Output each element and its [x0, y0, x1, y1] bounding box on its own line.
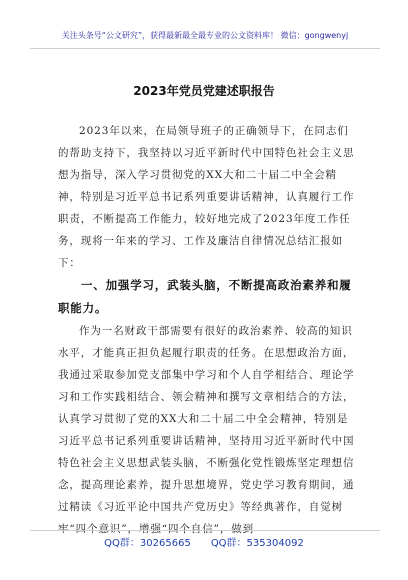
footer-contact [0, 534, 408, 549]
qq-group-1: QQ群：30265665 [104, 538, 191, 549]
header-divider [30, 48, 380, 49]
body-paragraph: 作为一名财政干部需要有很好的政治素养、较高的知识水平，才能真正担负起履行职责的任务。在思想政治方面，我通过采取参加党支部集中学习和个人自学相结合、理论学习和工作实践相结合、领会精神和撰写文章相结合的方法，认真学习贯彻了党的XX大和二十届二中全会精神，特别是习近平总书记系列重要讲话精神，坚持用习近平新时代中国特色社会主义思想武装头脑，不断强化党性锻炼坚定理想信念，提高理论素养，提升思想境界，党史学习教育期间，通过精读《习近平论中国共产党历史》等经典著作，自觉树牢“四个意识”，增强“四个自信”，做到 [58, 325, 355, 535]
footer-divider [30, 530, 380, 531]
section-heading: 一、加强学习，武装头脑，不断提高政治素养和履职能力。 [58, 278, 352, 315]
document-body [58, 120, 358, 540]
document-title: 2023年党员党建述职报告 [133, 84, 275, 98]
header-banner: 关注头条号“公文研究”，获得最新最全最专业的公文资料库！ 微信：gongwenyj [61, 31, 349, 40]
intro-paragraph: 2023年以来，在局领导班子的正确领导下，在同志们的帮助支持下，我坚持以习近平新时代中国特色社会主义思想为指导，深入学习贯彻党的XX大和二十届二中全会精神，特别是习近平总书记系列重要讲话精神，认真履行工作职责，不断提高工作能力，较好地完成了2023年度工作任务，现将一年来的学习、工作及廉洁自律情况总结汇报如下： [58, 125, 355, 269]
qq-group-2: QQ群：535304092 [210, 538, 304, 549]
